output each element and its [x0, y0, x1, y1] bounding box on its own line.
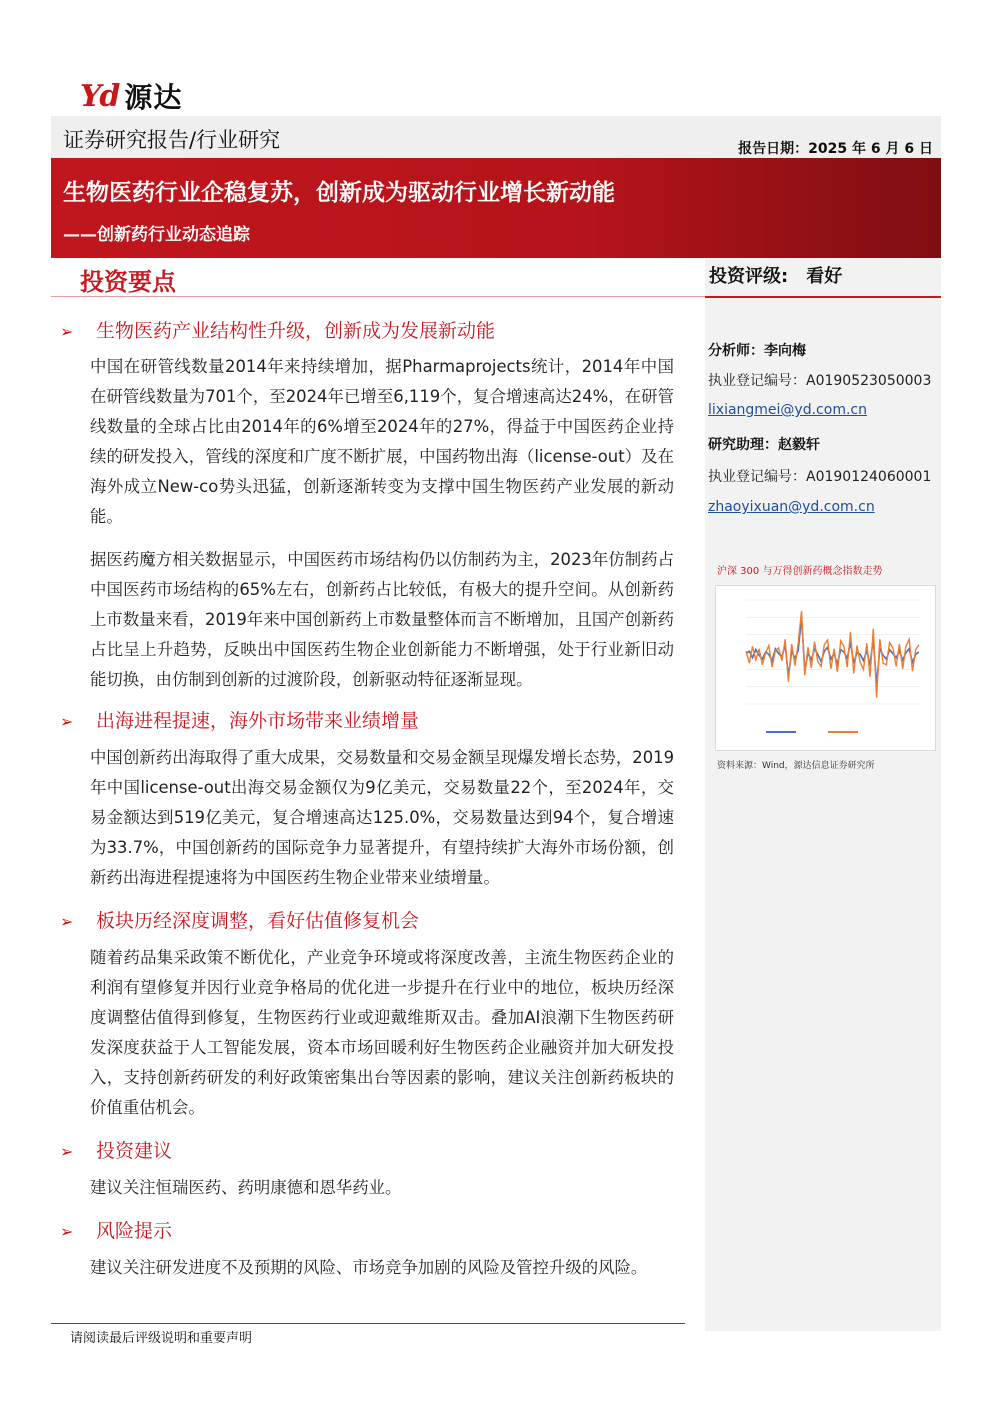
analyst-name: 分析师：李向梅	[708, 343, 806, 359]
paragraph: 随着药品集采政策不断优化，产业竞争环境或将深度改善，主流生物医药企业的利润有望修复并因行业竞争格局的优化进一步提升在行业中的地位，板块历经深度调整估值得到修复，生物医药行业或迎戴维斯双击。叠加AI浪潮下生物医药研发深度获益于人工智能发展，资本市场回暖利好生物医药企业融资并加大研发投入，支持创新药研发的利好政策密集出台等因素的影响，建议关注创新药板块的价值重估机会。	[90, 948, 674, 1117]
assistant-name: 研究助理：赵毅轩	[708, 437, 820, 453]
report-header-bar	[51, 116, 941, 158]
brand-logo	[80, 76, 182, 116]
paragraph: 据医药魔方相关数据显示，中国医药市场结构仍以仿制药为主，2023年仿制药占中国医药市场结构的65%左右，创新药占比较低，有极大的提升空间。从创新药上市数量来看，2019年来中国创新药上市数量整体而言不断增加，且国产创新药占比呈上升趋势，反映出中国医药生物企业创新能力不断增强，处于行业新旧动能切换，由仿制到创新的过渡阶段，创新驱动特征逐渐显现。	[90, 550, 674, 689]
report-subtitle: ——创新药行业动态追踪	[63, 225, 250, 245]
analyst-registration: 执业登记编号：A0190523050003	[708, 373, 932, 389]
section-title-1	[60, 316, 495, 343]
index-trend-chart	[715, 585, 936, 751]
section-title-text: 板块历经深度调整，看好估值修复机会	[96, 910, 420, 932]
rating-label: 投资评级:	[709, 266, 789, 287]
assistant-email-link[interactable]: zhaoyixuan@yd.com.cn	[708, 499, 875, 515]
arrow-bullet-icon: ➢	[60, 1142, 74, 1161]
brand-mark: Yd	[80, 78, 119, 114]
analyst-email-link[interactable]: lixiangmei@yd.com.cn	[708, 402, 867, 418]
chart-title: 沪深 300 与万得创新药概念指数走势	[717, 566, 883, 577]
paragraph: 中国在研管线数量2014年来持续增加，据Pharmaprojects统计，2014年中国在研管线数量为701个，至2024年已增至6,119个，复合增速高达24%，在研管线数量的全球占比由2014年的6%增至2024年的27%，得益于中国医药企业持续的研发投入，管线的深度和广度不断扩展，中国药物出海（license-out）及在海外成立New-co势头迅猛，创新逐渐转变为支撑中国生物医药产业发展的新动能。	[90, 357, 674, 526]
section-title-text: 出海进程提速，海外市场带来业绩增量	[96, 710, 420, 732]
rating-value: 看好	[806, 266, 843, 287]
report-title: 生物医药行业企稳复苏，创新成为驱动行业增长新动能	[63, 180, 615, 206]
section-title-5	[60, 1216, 172, 1243]
brand-name: 源达	[124, 81, 183, 114]
heading-divider	[51, 296, 705, 297]
investment-rating	[709, 262, 842, 288]
footer-disclaimer: 请阅读最后评级说明和重要声明	[70, 1331, 253, 1346]
section-title-4	[60, 1136, 172, 1163]
investment-highlights-heading: 投资要点	[80, 268, 176, 296]
section-title-2	[60, 706, 419, 733]
report-type: 证券研究报告/行业研究	[63, 128, 281, 152]
paragraph: 中国创新药出海取得了重大成果，交易数量和交易金额呈现爆发增长态势，2019年中国license-out出海交易金额仅为9亿美元，交易数量22个，至2024年，交易金额达到519亿美元，复合增速高达125.0%，交易数量达到94个，复合增速为33.7%，中国创新药的国际竞争力显著提升，有望持续扩大海外市场份额，创新药出海进程提速将为中国医药生物企业带来业绩增量。	[90, 748, 674, 887]
chart-source: 资料来源：Wind，源达信息证券研究所	[717, 761, 875, 771]
section-title-text: 生物医药产业结构性升级，创新成为发展新动能	[96, 320, 496, 342]
rating-divider	[705, 296, 941, 298]
arrow-bullet-icon: ➢	[60, 1222, 74, 1241]
report-date: 报告日期：2025 年 6 月 6 日	[738, 141, 933, 157]
arrow-bullet-icon: ➢	[60, 712, 74, 731]
section-title-text: 风险提示	[96, 1220, 173, 1242]
paragraph: 建议关注研发进度不及预期的风险、市场竞争加剧的风险及管控升级的风险。	[90, 1258, 648, 1277]
arrow-bullet-icon: ➢	[60, 322, 74, 341]
title-banner	[51, 158, 941, 258]
arrow-bullet-icon: ➢	[60, 912, 74, 931]
paragraph: 建议关注恒瑞医药、药明康德和恩华药业。	[90, 1178, 402, 1197]
footer-divider	[51, 1323, 685, 1324]
sidebar	[705, 258, 941, 1331]
chart-svg	[716, 586, 935, 750]
assistant-registration: 执业登记编号：A0190124060001	[708, 469, 932, 485]
section-title-3	[60, 906, 419, 933]
section-title-text: 投资建议	[96, 1140, 173, 1162]
